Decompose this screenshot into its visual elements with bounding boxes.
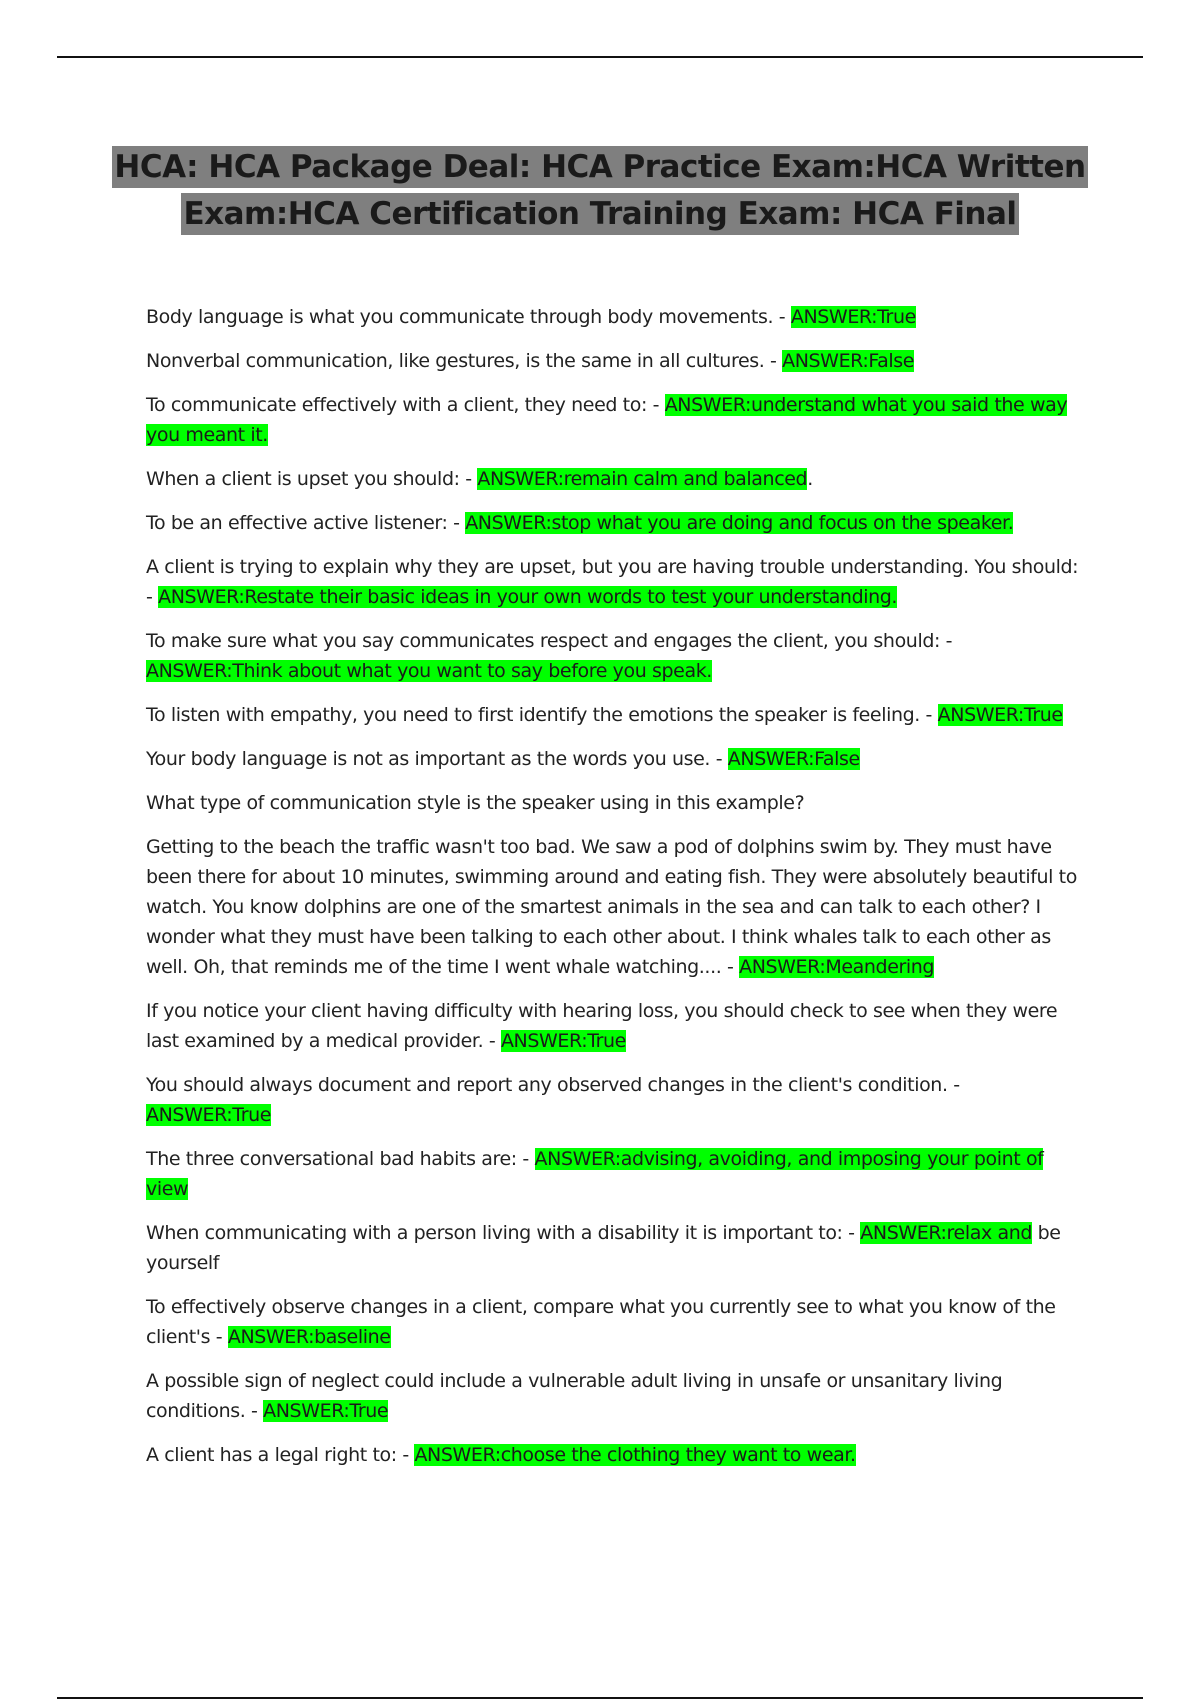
top-rule: [57, 56, 1143, 58]
question-text: A client has a legal right to: -: [146, 1444, 415, 1466]
answer-highlight: ANSWER:stop what you are doing and focus on the speaker.: [465, 512, 1014, 534]
qa-item: [146, 552, 1090, 612]
qa-item: [146, 390, 1090, 450]
question-text: To listen with empathy, you need to first identify the emotions the speaker is feeling. -: [146, 704, 938, 726]
question-text: Your body language is not as important as the words you use. -: [146, 748, 728, 770]
bottom-rule: [57, 1697, 1143, 1699]
title-line-2: Exam:HCA Certification Training Exam: HCA Final: [181, 193, 1018, 235]
question-text: To make sure what you say communicates respect and engages the client, you should: -: [146, 630, 953, 652]
qa-item: [146, 1070, 1090, 1130]
qa-item: [146, 346, 1090, 376]
answer-highlight: ANSWER:True: [263, 1400, 389, 1422]
question-text: You should always document and report any observed changes in the client's condition. -: [146, 1074, 960, 1096]
answer-highlight: ANSWER:baseline: [227, 1326, 391, 1348]
qa-list: [146, 302, 1090, 1484]
qa-item: [146, 1218, 1090, 1278]
qa-item: [146, 996, 1090, 1056]
answer-highlight: ANSWER:Restate their basic ideas in your own words to test your understanding.: [158, 586, 898, 608]
answer-highlight: ANSWER:False: [727, 748, 860, 770]
title-line-1: HCA: HCA Package Deal: HCA Practice Exam:HCA Written: [112, 146, 1087, 188]
qa-item: [146, 1292, 1090, 1352]
question-text: When communicating with a person living with a disability it is important to: -: [146, 1222, 861, 1244]
answer-trailing-text: be yourself: [146, 1222, 1061, 1274]
answer-highlight: ANSWER:remain calm and balanced: [477, 468, 808, 490]
answer-highlight: ANSWER:Think about what you want to say before you speak.: [146, 660, 712, 682]
question-text: To be an effective active listener: -: [146, 512, 466, 534]
question-text: To effectively observe changes in a client, compare what you currently see to what you know of the client's -: [146, 1296, 1056, 1348]
question-text: What type of communication style is the speaker using in this example?: [146, 792, 805, 814]
qa-item: [146, 464, 1090, 494]
question-text: A possible sign of neglect could include a vulnerable adult living in unsafe or unsanitary living conditions. -: [146, 1370, 1003, 1422]
question-text: If you notice your client having difficulty with hearing loss, you should check to see when they were last examined by a medical provider. -: [146, 1000, 1058, 1052]
answer-highlight: ANSWER:True: [500, 1030, 626, 1052]
qa-item: [146, 1144, 1090, 1204]
answer-highlight: ANSWER:relax and: [860, 1222, 1032, 1244]
question-text: When a client is upset you should: -: [146, 468, 478, 490]
answer-highlight: ANSWER:advising, avoiding, and imposing your point of view: [146, 1148, 1044, 1200]
question-text: Nonverbal communication, like gestures, is the same in all cultures. -: [146, 350, 783, 372]
qa-item: [146, 626, 1090, 686]
question-text: Getting to the beach the traffic wasn't too bad. We saw a pod of dolphins swim by. They must have been there for about 10 minutes, swimming around and eating fish. They were absolutely beautiful to watch. You know dolphins are one of the smartest animals in the sea and can talk to each other? I wonder what they must have been talking to each other about. I think whales talk to each other as well. Oh, that reminds me of the time I went whale watching.... -: [146, 836, 1077, 978]
answer-highlight: ANSWER:True: [146, 1104, 272, 1126]
answer-trailing-text: .: [807, 468, 813, 490]
answer-highlight: ANSWER:understand what you said the way you meant it.: [146, 394, 1068, 446]
qa-item: [146, 302, 1090, 332]
qa-item: [146, 744, 1090, 774]
answer-highlight: ANSWER:choose the clothing they want to wear.: [414, 1444, 856, 1466]
qa-item: [146, 700, 1090, 730]
question-text: To communicate effectively with a client, they need to: -: [146, 394, 665, 416]
qa-item: [146, 788, 1090, 818]
answer-highlight: ANSWER:Meandering: [739, 956, 935, 978]
qa-item: [146, 508, 1090, 538]
answer-highlight: ANSWER:False: [782, 350, 915, 372]
answer-highlight: ANSWER:True: [937, 704, 1063, 726]
qa-item: [146, 1366, 1090, 1426]
question-text: Body language is what you communicate through body movements. -: [146, 306, 791, 328]
question-text: A client is trying to explain why they are upset, but you are having trouble understanding. You should: -: [146, 556, 1079, 608]
document-title: [100, 146, 1100, 240]
qa-item: [146, 832, 1090, 982]
qa-item: [146, 1440, 1090, 1470]
question-text: The three conversational bad habits are: -: [146, 1148, 535, 1170]
answer-highlight: ANSWER:True: [790, 306, 916, 328]
